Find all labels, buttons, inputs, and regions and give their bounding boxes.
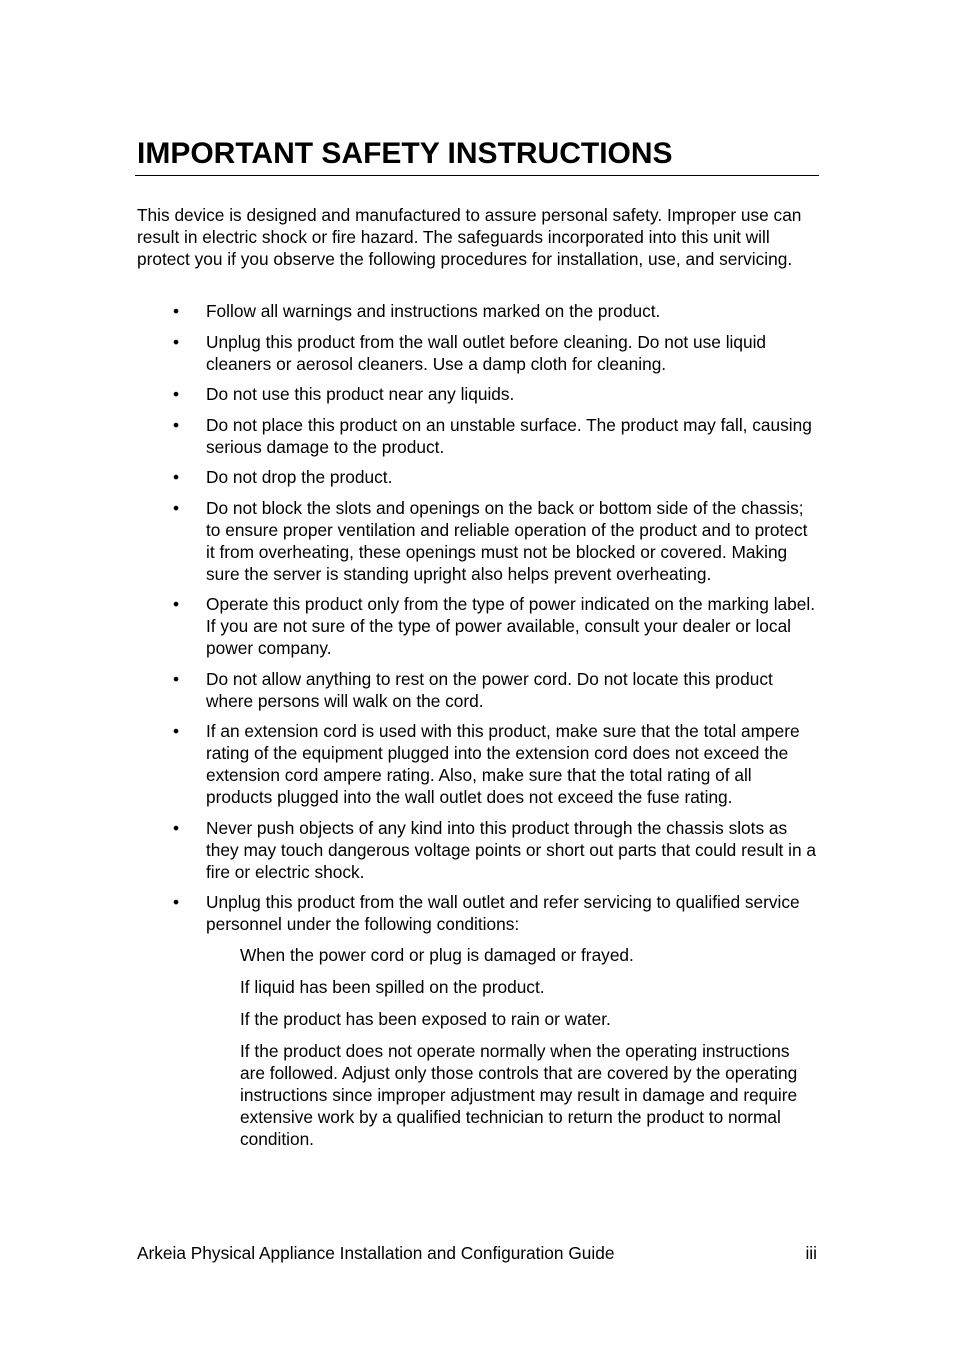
list-item	[137, 331, 817, 375]
bullet-icon: •	[173, 668, 180, 689]
list-item	[137, 720, 817, 808]
list-item	[137, 466, 817, 488]
bullet-icon: •	[173, 384, 180, 404]
bullet-icon: •	[173, 497, 180, 518]
bullet-icon: •	[173, 817, 180, 838]
safety-instructions-list	[137, 300, 817, 1160]
page-number: iii	[805, 1243, 817, 1263]
list-item	[137, 497, 817, 585]
list-item-text: Unplug this product from the wall outlet before cleaning. Do not use liquid cleaners or aerosol cleaners. Use a damp cloth for cleaning.	[206, 331, 767, 374]
bullet-icon: •	[173, 331, 180, 352]
list-item-text: Follow all warnings and instructions marked on the product.	[206, 301, 661, 321]
title-rule	[135, 175, 819, 176]
list-item-text: Unplug this product from the wall outlet and refer servicing to qualified service personnel under the following conditions:	[206, 892, 800, 934]
page-footer	[137, 1242, 817, 1264]
condition-item: When the power cord or plug is damaged or frayed.	[240, 945, 634, 965]
list-item-text: Do not place this product on an unstable surface. The product may fall, causing serious damage to the product.	[206, 414, 812, 457]
list-item-text: Operate this product only from the type of power indicated on the marking label. If you are not sure of the type of power available, consult your dealer or local power company.	[206, 594, 816, 658]
list-item	[137, 891, 817, 1150]
list-item	[137, 817, 817, 883]
intro-paragraph: This device is designed and manufactured to assure personal safety. Improper use can result in electric shock or fire hazard. The safeguards incorporated into this unit will protect you if you observe the following procedures for installation, use, and servicing.	[137, 205, 802, 269]
list-item-text: Never push objects of any kind into this product through the chassis slots as they may touch dangerous voltage points or short out parts that could result in a fire or electric shock.	[206, 817, 816, 882]
list-item	[137, 300, 817, 322]
list-item-text: If an extension cord is used with this product, make sure that the total ampere rating of the equipment plugged into the extension cord does not exceed the extension cord ampere rating. Also, make sure that the total rating of all products plugged into the wall outlet does not exceed the fuse rating.	[206, 721, 800, 807]
list-item	[137, 414, 817, 458]
condition-item: If liquid has been spilled on the product.	[240, 977, 545, 997]
list-item	[137, 668, 817, 712]
servicing-conditions-list	[206, 944, 817, 1150]
bullet-icon: •	[173, 301, 180, 321]
condition-item: If the product has been exposed to rain or water.	[240, 1009, 611, 1029]
bullet-icon: •	[173, 721, 180, 741]
bullet-icon: •	[173, 892, 180, 912]
bullet-icon: •	[173, 414, 180, 435]
list-item-text: Do not block the slots and openings on the back or bottom side of the chassis; to ensure proper ventilation and reliable operation of the product and to protect it from overheating, these openings must not be blocked or covered. Making sure the server is standing upright also helps prevent overheating.	[206, 497, 808, 584]
list-item	[137, 383, 817, 405]
footer-guide-title: Arkeia Physical Appliance Installation and Configuration Guide	[137, 1243, 615, 1263]
list-item	[137, 593, 817, 659]
bullet-icon: •	[173, 594, 180, 614]
condition-item: If the product does not operate normally when the operating instructions are followed. Adjust only those controls that are covered by the operating instructions since improper adjustment may result in damage and require extensive work by a qualified technician to return the product to normal condition.	[240, 1041, 798, 1149]
list-item-text: Do not drop the product.	[206, 467, 393, 487]
bullet-icon: •	[173, 467, 180, 487]
list-item-text: Do not allow anything to rest on the power cord. Do not locate this product where persons will walk on the cord.	[206, 668, 773, 711]
list-item-text: Do not use this product near any liquids.	[206, 384, 515, 404]
page-title: IMPORTANT SAFETY INSTRUCTIONS	[137, 137, 673, 170]
